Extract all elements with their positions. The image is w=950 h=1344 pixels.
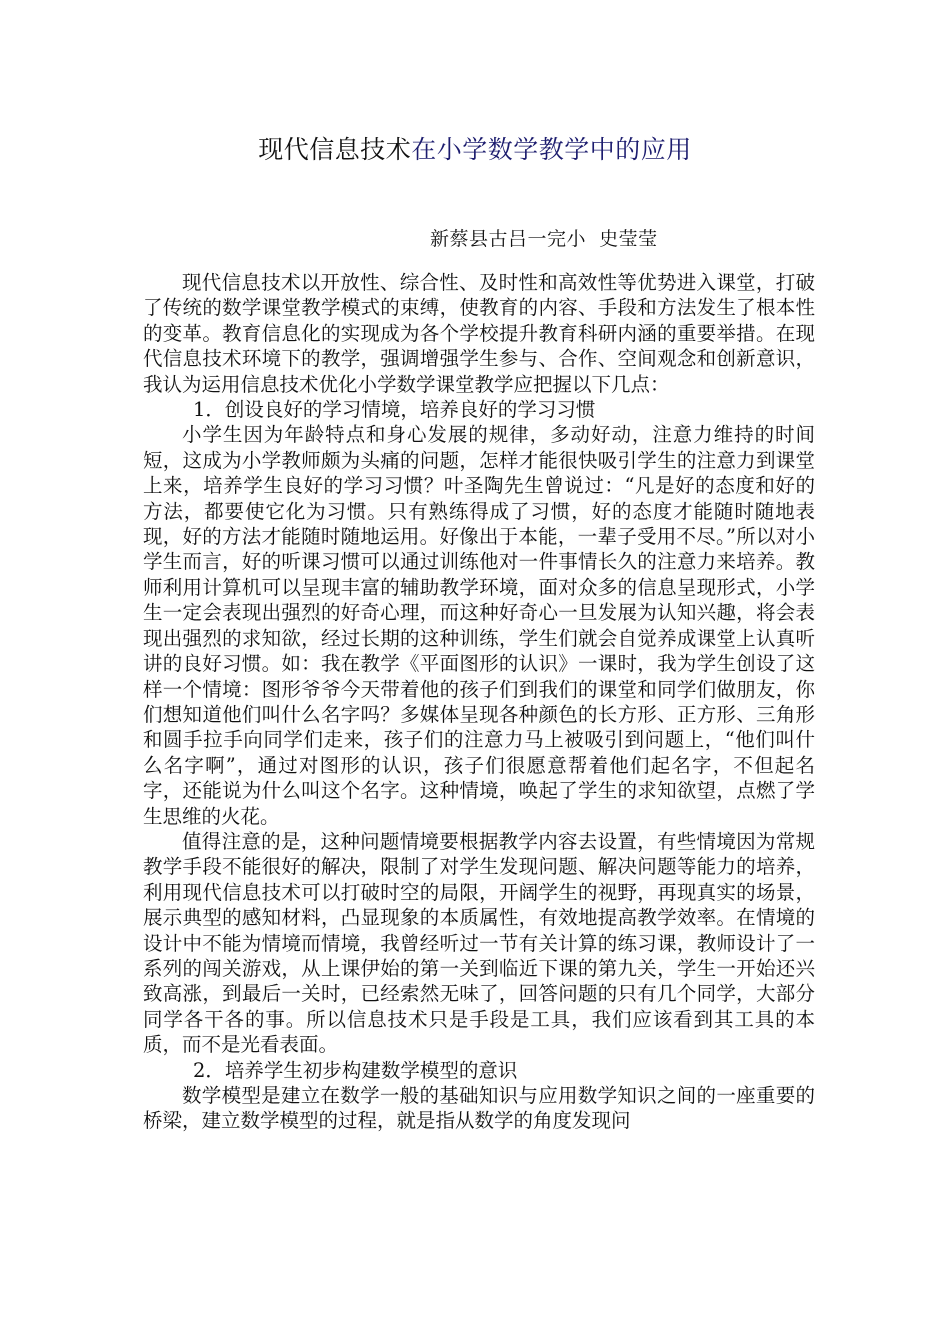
title-part-2: 在小学数学教学中的应用 [411, 135, 692, 164]
paragraph-situation-design: 值得注意的是，这种问题情境要根据教学内容去设置，有些情境因为常规教学手段不能很好的解决，限制了对学生发现问题、解决问题等能力的培养，利用现代信息技术可以打破时空的局限，开阔学生的视野，再现真实的场景，展示典型的感知材料，凸显现象的本质属性，有效地提高教学效率。在情境的设计中不能为情境而情境，我曾经听过一节有关计算的练习课，教师设计了一系列的闯关游戏，从上课伊始的第一关到临近下课的第九关，学生一开始还兴致高涨，到最后一关时，已经索然无味了，回答问题的只有几个同学，大部分同学各干各的事。所以信息技术只是手段是工具，我们应该看到其工具的本质，而不是光看表面。 [143, 829, 815, 1057]
section-heading-2: 2．培养学生初步构建数学模型的意识 [193, 1058, 518, 1082]
paragraph-learning-habits: 小学生因为年龄特点和身心发展的规律，多动好动，注意力维持的时间短，这成为小学教师颇为头痛的问题，怎样才能很快吸引学生的注意力到课堂上来，培养学生良好的学习习惯？叶圣陶先生曾说过：“凡是好的态度和好的方法，都要使它化为习惯。只有熟练得成了习惯，好的态度才能随时随地表现，好的方法才能随时随地运用。好像出于本能，一辈子受用不尽。”所以对小学生而言，好的听课习惯可以通过训练他对一件事情长久的注意力来培养。教师利用计算机可以呈现丰富的辅助教学环境，面对众多的信息呈现形式，小学生一定会表现出强烈的好奇心理，而这种好奇心一旦发展为认知兴趣，将会表现出强烈的求知欲，经过长期的这种训练，学生们就会自觉养成课堂上认真听讲的良好习惯。如：我在教学《平面图形的认识》一课时，我为学生创设了这样一个情境：图形爷爷今天带着他的孩子们到我们的课堂和同学们做朋友，你们想知道他们叫什么名字吗？多媒体呈现各种颜色的长方形、正方形、三角形和圆手拉手向同学们走来，孩子们的注意力马上被吸引到问题上，“他们叫什么名字啊”，通过对图形的认识，孩子们很愿意帮着他们起名字，不但起名字，还能说为什么叫这个名字。这种情境，唤起了学生的求知欲望，点燃了学生思维的火花。 [143, 423, 815, 828]
document-body [143, 270, 815, 1134]
title-part-1: 现代信息技术 [258, 135, 412, 164]
document-title [0, 130, 950, 166]
paragraph-math-model: 数学模型是建立在数学一般的基础知识与应用数学知识之间的一座重要的桥梁，建立数学模型的过程，就是指从数学的角度发现问 [143, 1084, 815, 1133]
paragraph-intro: 现代信息技术以开放性、综合性、及时性和高效性等优势进入课堂，打破了传统的数学课堂教学模式的束缚，使教育的内容、手段和方法发生了根本性的变革。教育信息化的实现成为各个学校提升教育科研内涵的重要举措。在现代信息技术环境下的教学，强调增强学生参与、合作、空间观念和创新意识，我认为运用信息技术优化小学数学课堂教学应把握以下几点： [143, 271, 815, 396]
section-heading-1: 1．创设良好的学习情境，培养良好的学习习惯 [193, 398, 596, 422]
author-line: 新蔡县古吕一完小 史莹莹 [430, 228, 658, 250]
